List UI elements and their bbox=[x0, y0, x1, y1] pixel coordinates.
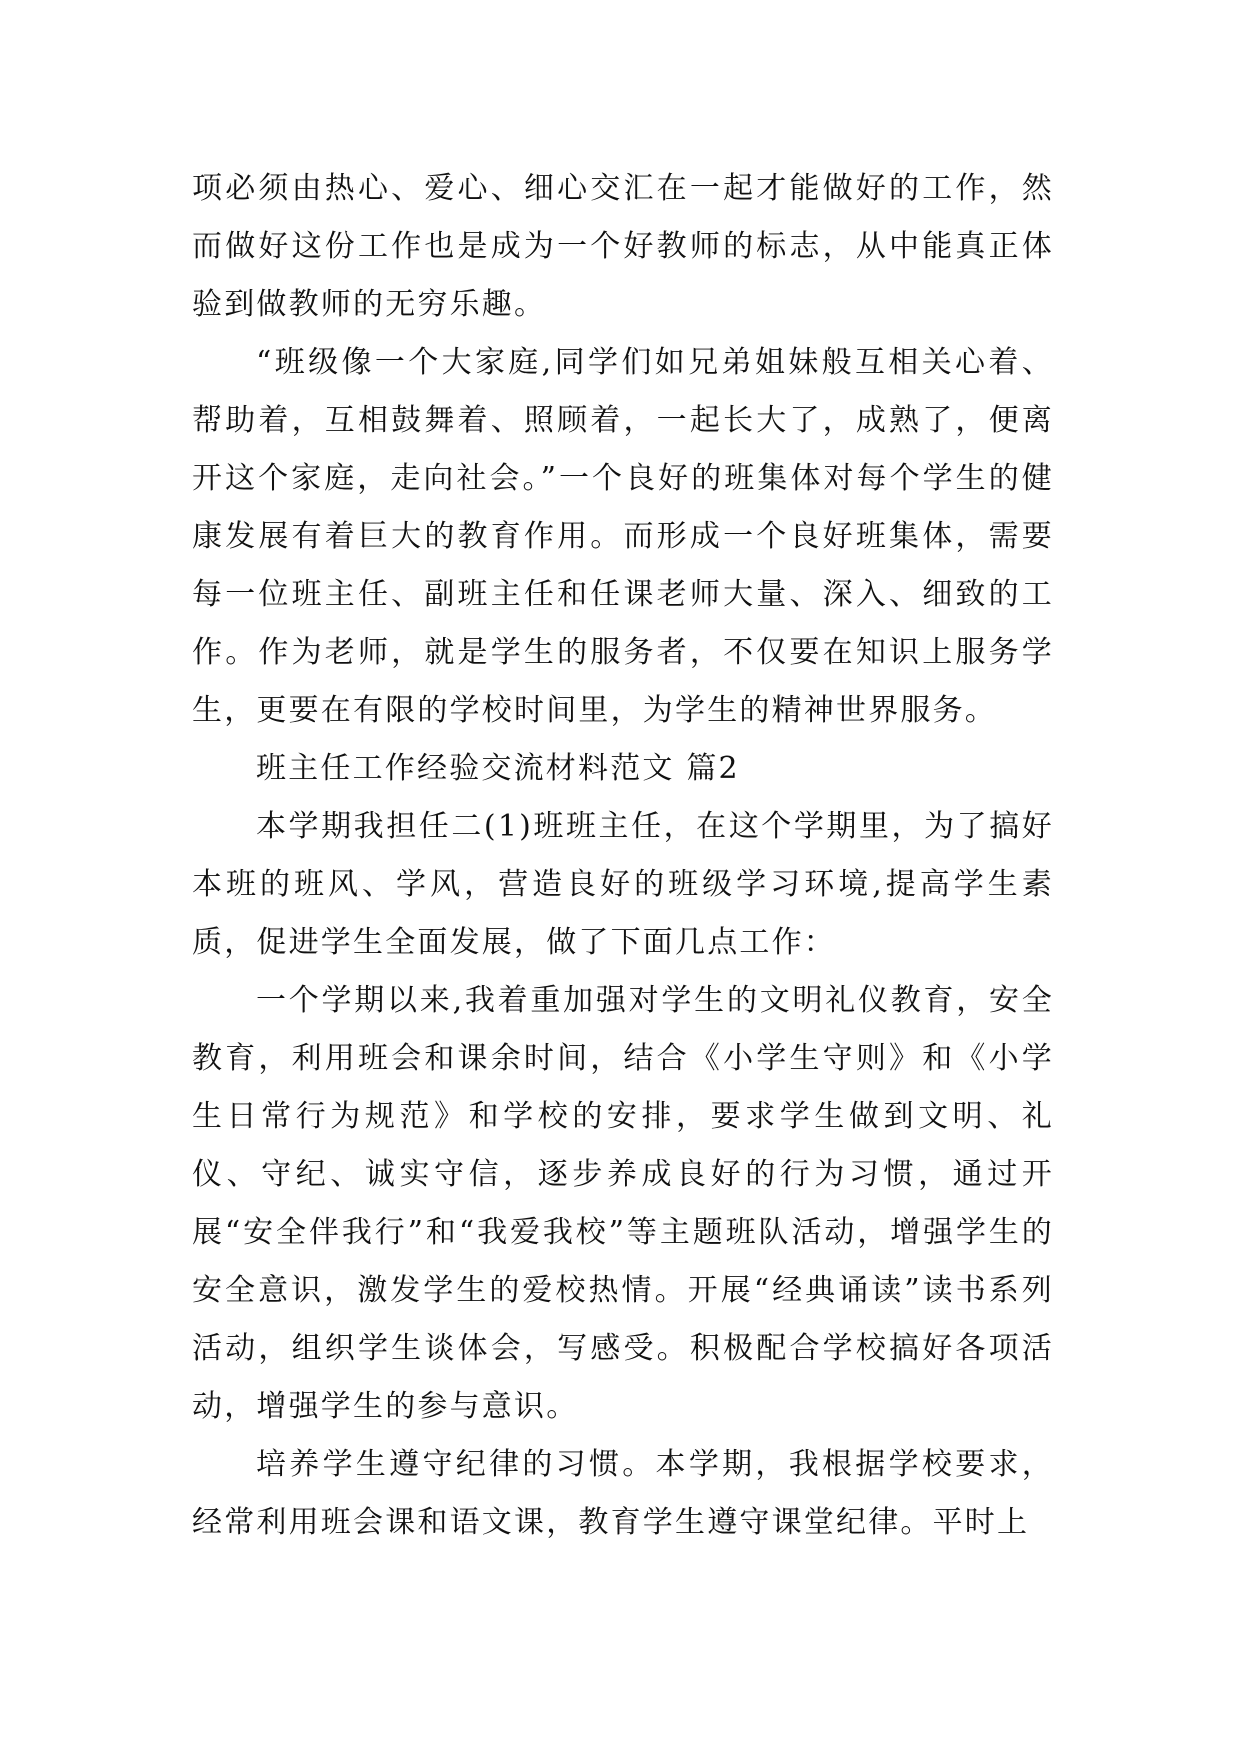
section-heading: 班主任工作经验交流材料范文 篇2 bbox=[256, 751, 740, 786]
body-paragraph-1: 项必须由热心、爱心、细心交汇在一起才能做好的工作，然而做好这份工作也是成为一个好教师的标志，从中能真正体验到做教师的无穷乐趣。 bbox=[192, 171, 1054, 322]
document-page bbox=[192, 160, 1054, 1552]
section-paragraph-3: 培养学生遵守纪律的习惯。本学期，我根据学校要求，经常利用班会课和语文课，教育学生遵守课堂纪律。平时上 bbox=[192, 1447, 1054, 1540]
body-paragraph-2: “班级像一个大家庭,同学们如兄弟姐妹般互相关心着、帮助着，互相鼓舞着、照顾着，一起长大了，成熟了，便离开这个家庭，走向社会。”一个良好的班集体对每个学生的健康发展有着巨大的教育作用。而形成一个良好班集体，需要每一位班主任、副班主任和任课老师大量、深入、细致的工作。作为老师，就是学生的服务者，不仅要在知识上服务学生，更要在有限的学校时间里，为学生的精神世界服务。 bbox=[192, 345, 1054, 728]
section-paragraph-2: 一个学期以来,我着重加强对学生的文明礼仪教育，安全教育，利用班会和课余时间，结合《小学生守则》和《小学生日常行为规范》和学校的安排，要求学生做到文明、礼仪、守纪、诚实守信，逐步养成良好的行为习惯，通过开展“安全伴我行”和“我爱我校”等主题班队活动，增强学生的安全意识，激发学生的爱校热情。开展“经典诵读”读书系列活动，组织学生谈体会，写感受。积极配合学校搞好各项活动，增强学生的参与意识。 bbox=[192, 983, 1054, 1424]
section-paragraph-1: 本学期我担任二(1)班班主任，在这个学期里，为了搞好本班的班风、学风，营造良好的班级学习环境,提高学生素质，促进学生全面发展，做了下面几点工作： bbox=[192, 809, 1054, 960]
